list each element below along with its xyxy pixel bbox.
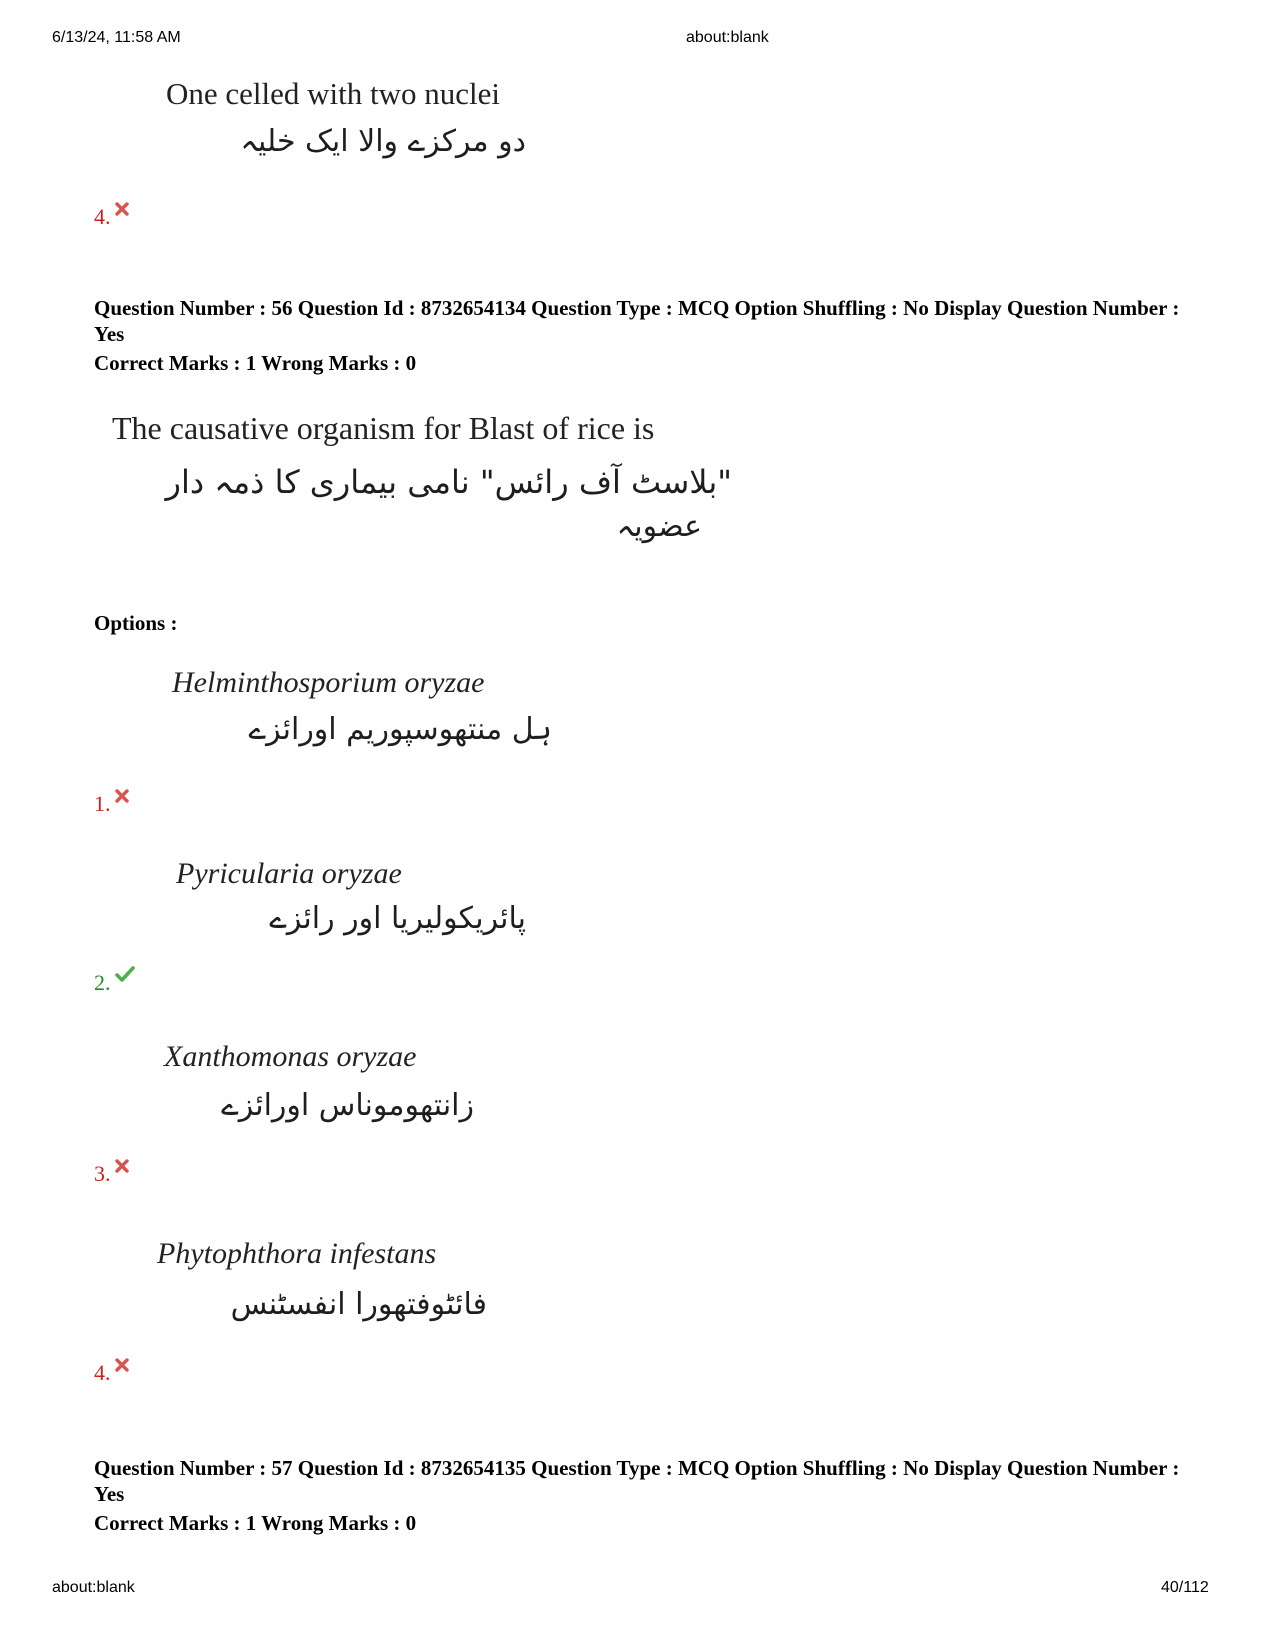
option-2-text-ur: پائریکولیریا اور رائزے <box>269 901 526 936</box>
option-4-text-en: Phytophthora infestans <box>157 1237 437 1270</box>
print-datetime: 6/13/24, 11:58 AM <box>52 29 181 46</box>
cross-icon <box>115 783 129 809</box>
question-56-marks: Correct Marks : 1 Wrong Marks : 0 <box>94 351 417 375</box>
option-1-image <box>172 666 552 747</box>
option-2-number: 2. <box>94 962 135 996</box>
page-counter: 40/112 <box>1161 1579 1209 1596</box>
option-2-text-en: Pyricularia oryzae <box>176 857 402 890</box>
cross-icon <box>115 196 129 222</box>
prev-option-number: 4. <box>94 196 129 230</box>
option-4-text-ur: فائٹوفتھورا انفسٹنس <box>230 1287 487 1322</box>
option-3-text-ur: زانتھوموناس اورائزے <box>221 1088 474 1123</box>
footer-url: about:blank <box>52 1579 135 1596</box>
prev-option-text-ur: دو مرکزے والا ایک خلیہ <box>240 124 526 159</box>
option-3-number: 3. <box>94 1153 129 1187</box>
option-2-image <box>176 857 526 936</box>
option-4-number: 4. <box>94 1352 129 1386</box>
check-icon <box>115 962 135 988</box>
question-57-meta: Question Number : 57 Question Id : 8732654135 Question Type : MCQ Option Shuffling : No Display Question Number : Yes <box>94 1456 1180 1506</box>
prev-option-image <box>166 76 526 159</box>
option-3-text-en: Xanthomonas oryzae <box>164 1040 417 1073</box>
option-3-image <box>164 1040 474 1123</box>
question-56-text-ur-1: "بلاسٹ آف رائس" نامی بیماری کا ذمہ دار <box>165 463 732 501</box>
option-4-image <box>157 1237 487 1322</box>
prev-option-text-en: One celled with two nuclei <box>166 76 501 111</box>
cross-icon <box>115 1153 129 1179</box>
options-label: Options : <box>94 611 178 635</box>
option-1-text-en: Helminthosporium oryzae <box>172 666 485 699</box>
option-1-number: 1. <box>94 783 129 817</box>
option-1-text-ur: ہل منتھوسپوریم اورائزے <box>248 712 552 747</box>
question-56-text-en: The causative organism for Blast of rice is <box>112 410 655 446</box>
question-56-text-ur-2: عضویہ <box>616 509 702 544</box>
question-57-marks: Correct Marks : 1 Wrong Marks : 0 <box>94 1511 417 1535</box>
print-url: about:blank <box>686 29 769 46</box>
cross-icon <box>115 1352 129 1378</box>
question-56-image <box>112 410 732 544</box>
question-56-meta: Question Number : 56 Question Id : 8732654134 Question Type : MCQ Option Shuffling : No Display Question Number : Yes <box>94 296 1180 346</box>
